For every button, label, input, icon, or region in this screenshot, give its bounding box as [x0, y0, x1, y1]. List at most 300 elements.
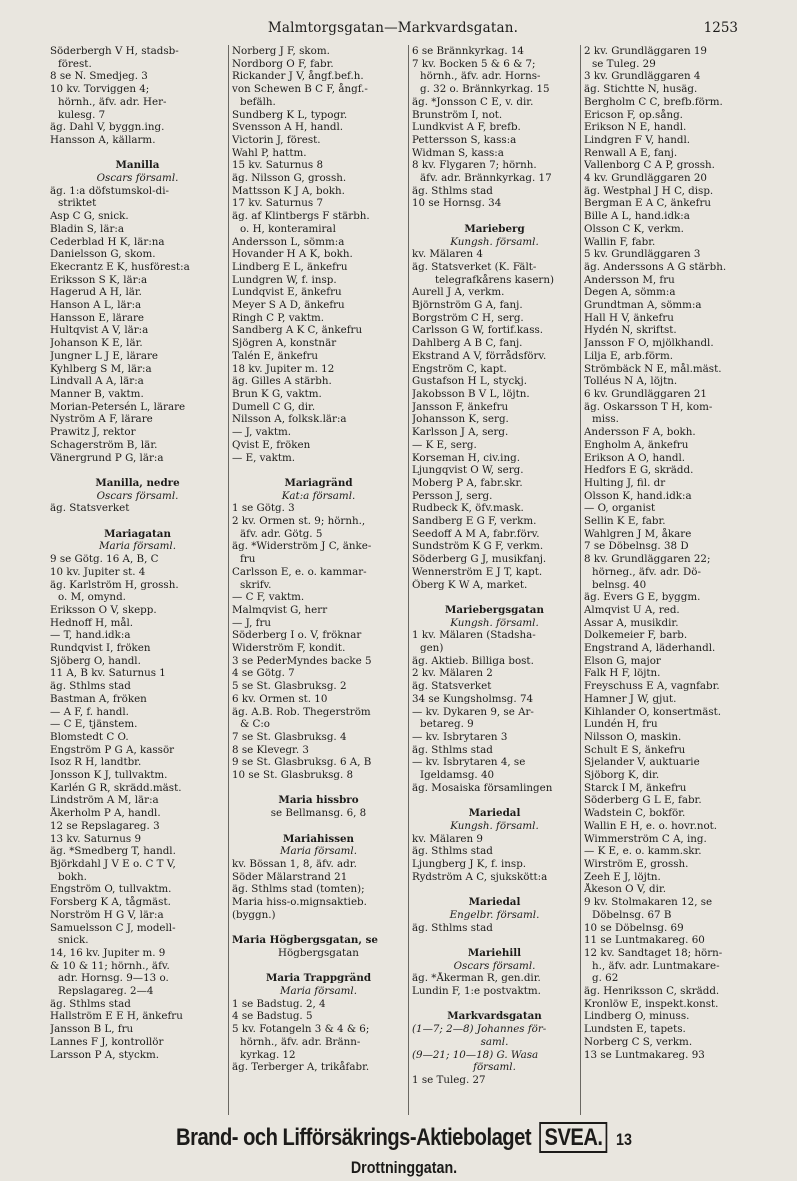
entry-line: Karlén G R, skrädd.mäst.	[50, 781, 182, 794]
entry-line: Söder Mälarstrand 21	[232, 870, 348, 883]
entry-line: — T, hand.idk:a	[50, 629, 131, 642]
entry-line: — E, vaktm.	[232, 451, 296, 464]
entry-line: Söderberg I o. V, fröknar	[232, 629, 362, 642]
entry-line: äg. Aktieb. Billiga bost.	[412, 654, 534, 667]
entry-line: 4 se Götg. 7	[232, 667, 295, 680]
entry-line: Lundsten E, tapets.	[584, 1023, 686, 1036]
entry-line: 10 se Hornsg. 34	[412, 197, 502, 210]
entry-line: (byggn.)	[232, 908, 276, 921]
advert-company: Brand- och Lifförsäkrings-Aktiebolaget	[176, 1124, 532, 1151]
entry-line: Engström O, tullvaktm.	[50, 883, 172, 896]
entry-line: — C E, tjänstem.	[50, 718, 138, 731]
page-number: 1253	[703, 20, 738, 36]
entry-line: Maria församl.	[280, 845, 357, 858]
entry-line: Engelbr. församl.	[449, 908, 540, 921]
entry-line: — C F, vaktm.	[232, 591, 305, 604]
entry-line: Rickander J V, ångf.bef.h.	[232, 70, 364, 83]
directory-columns	[50, 45, 740, 1115]
entry-line: äg. Statsverket	[50, 502, 130, 515]
column-2	[228, 45, 408, 1115]
entry-line: Ekecrantz E K, husförest:a	[50, 260, 190, 273]
entry-line: Ljungberg J K, f. insp.	[412, 858, 527, 870]
entry-line: 13 kv. Saturnus 9	[50, 832, 142, 845]
entry-line: Wallin F, fabr.	[584, 235, 656, 248]
entry-line: 2 kv. Ormen st. 9; hörnh.,	[232, 515, 366, 528]
entry-line: 7 kv. Bocken 5 & 6 & 7;	[412, 57, 536, 70]
entry-line: äg. Sthlms stad	[412, 743, 493, 756]
entry-line: Hydén N, skriftst.	[584, 324, 677, 337]
entry-line: Johanson K E, lär.	[50, 337, 143, 350]
entry-line: Sandberg A K C, änkefru	[232, 324, 363, 337]
entry-line: Maria Trappgränd	[265, 972, 372, 985]
entry-line: adr. Hornsg. 9—13 o.	[58, 972, 169, 985]
entry-line: 12 kv. Sandtaget 18; hörn-	[584, 946, 723, 959]
entry-line: Vänergrund P G, lär:a	[50, 451, 164, 464]
entry-line: 9 kv. Stolmakaren 12, se	[584, 896, 713, 909]
entry-line: Maria hiss-o.mignsaktieb.	[232, 896, 367, 909]
entry-line: Sundberg K L, typogr.	[232, 108, 348, 121]
entry-line: Igeldamsg. 40	[420, 769, 495, 782]
entry-line: Meyer S A D, änkefru	[232, 299, 345, 312]
entry-line: Wennerström E J T, kapt.	[412, 565, 543, 578]
entry-line: von Schewen B C F, ångf.-	[232, 83, 368, 96]
entry-line: äg. Oskarsson T H, kom-	[584, 400, 713, 413]
entry-line: Rudbeck K, öfv.mask.	[412, 502, 524, 515]
entry-line: Forsberg K A, tågmäst.	[50, 896, 171, 909]
entry-line: Jakobsson B V L, löjtn.	[412, 387, 530, 400]
entry-line: Repslagareg. 2—4	[58, 985, 154, 998]
entry-line: Lundqvist E, änkefru	[232, 286, 342, 299]
entry-line: Hallström E E H, änkefru	[50, 1010, 183, 1023]
entry-line: fru	[240, 553, 256, 566]
entry-line: 5 se St. Glasbruksg. 2	[232, 680, 347, 693]
entry-line: Prawitz J, rektor	[50, 426, 136, 439]
entry-line: Maria församl.	[280, 985, 357, 998]
entry-line: Jungner L J E, lärare	[50, 349, 158, 362]
entry-line	[412, 794, 577, 807]
entry-line: — O, organist	[584, 502, 656, 515]
entry-line: äfv. adr. Götg. 5	[240, 527, 323, 540]
entry-line	[232, 922, 405, 935]
entry-line: äg. Anderssons A G stärbh.	[584, 260, 727, 273]
entry-line: Lundin F, 1:e postvaktm.	[412, 985, 541, 998]
page-title: Malmtorgsgatan—Markvardsgatan.	[267, 20, 519, 36]
entry-line: äfv. adr. Brännkyrkag. 17	[420, 172, 552, 185]
entry-line: Schagerström B, lär.	[50, 438, 158, 451]
entry-line: Engstrand A, läderhandl.	[584, 642, 716, 655]
entry-line: Oscars församl.	[96, 489, 179, 502]
entry-line: Kat:a församl.	[281, 489, 356, 502]
entry-line: Schult E S, änkefru	[584, 743, 686, 756]
entry-line: 3 kv. Grundläggaren 4	[584, 70, 701, 83]
entry-line: Hansson E, lärare	[50, 311, 144, 324]
entry-line	[50, 464, 225, 477]
entry-line: Nilsson A, folksk.lär:a	[232, 413, 347, 426]
entry-line: Karlsson J A, serg.	[412, 426, 509, 439]
entry-line: Hansson A, källarm.	[50, 133, 156, 146]
entry-line: Danielsson G, skom.	[50, 248, 156, 261]
entry-line: Lindgren F V, handl.	[584, 133, 691, 146]
entry-line: Engström C, kapt.	[412, 362, 507, 375]
entry-line: äg. Dahl V, byggn.ing.	[50, 121, 165, 134]
entry-line: striktet	[58, 197, 97, 210]
entry-line: telegrafkårens kasern)	[435, 273, 554, 286]
entry-line: Wirström E, grossh.	[584, 858, 689, 870]
entry-line: Asp C G, snick.	[50, 210, 129, 223]
entry-line: Carlsson E, e. o. kammar-	[232, 565, 367, 578]
entry-line: 8 kv. Grundläggaren 22;	[584, 553, 711, 566]
entry-line: Maria Högbergsgatan, se	[232, 934, 378, 947]
entry-line: Bastman A, fröken	[50, 692, 147, 705]
entry-line: — J, vaktm.	[232, 426, 292, 439]
entry-line: äg. Sthlms stad	[412, 921, 493, 934]
entry-line: äg. Terberger A, trikåfabr.	[232, 1061, 370, 1074]
entry-line: äg. Statsverket	[412, 680, 492, 693]
entry-line: Mariagränd	[284, 476, 353, 489]
entry-line: & C:o	[240, 718, 270, 731]
entry-line: Hanson A L, lär:a	[50, 299, 142, 312]
entry-line: hörneg., äfv. adr. Dö-	[592, 565, 701, 578]
entry-line	[412, 934, 577, 947]
entry-line: skrifv.	[240, 578, 272, 591]
entry-line: äg. Sthlms stad (tomten);	[232, 883, 365, 896]
entry-line: Vallenborg C A P, grossh.	[584, 159, 715, 172]
entry-line: äg. Stichtte N, husäg.	[584, 83, 698, 96]
entry-line: Almqvist U A, red.	[584, 603, 680, 616]
entry-line: äg. Sthlms stad	[50, 997, 131, 1010]
entry-line: kyrkag. 12	[240, 1048, 296, 1061]
entry-line: Borgström C H, serg.	[412, 311, 524, 324]
entry-line: Sjöborg K, dir.	[584, 769, 660, 782]
entry-line: Döbelnsg. 67 B	[592, 908, 672, 921]
entry-line	[50, 147, 225, 160]
entry-line: äg. Mosaiska församlingen	[412, 781, 553, 794]
entry-line: äg. *Åkerman R, gen.dir.	[412, 972, 541, 985]
entry-line: — K E, serg.	[412, 438, 477, 451]
entry-line: Manner B, vaktm.	[50, 387, 144, 400]
entry-line	[412, 998, 577, 1011]
entry-line: Maria hissbro	[278, 794, 359, 807]
entry-line: Hultqvist A V, lär:a	[50, 324, 149, 337]
entry-line: Björnström G A, fanj.	[412, 299, 523, 312]
entry-line: miss.	[592, 413, 619, 426]
entry-line	[412, 591, 577, 604]
entry-line: Wahl P, hattm.	[232, 146, 307, 159]
entry-line: 10 se Döbelnsg. 69	[584, 921, 684, 934]
entry-line: Moberg P A, fabr.skr.	[412, 476, 523, 489]
entry-line: Olsson C K, verkm.	[584, 222, 684, 235]
entry-line: Erikson N E, handl.	[584, 121, 687, 134]
entry-line: bokh.	[58, 870, 87, 883]
entry-line: Grundtman A, sömm:a	[584, 299, 702, 312]
entry-line: Jansson F O, mjölkhandl.	[584, 337, 714, 350]
entry-line: Manilla	[115, 159, 160, 172]
entry-line: Mariehill	[467, 946, 522, 959]
entry-line: Lindvall A A, lär:a	[50, 375, 144, 388]
entry-line: Morian-Petersén L, lärare	[50, 400, 186, 413]
entry-line: Svensson A H, handl.	[232, 121, 344, 134]
entry-line: 10 kv. Torviggen 4;	[50, 83, 150, 96]
entry-line: församl.	[473, 1061, 516, 1074]
entry-line: äg. Sthlms stad	[50, 680, 131, 693]
entry-line: äg. *Smedberg T, handl.	[50, 845, 176, 858]
entry-line: Söderberg G L E, fabr.	[584, 794, 702, 807]
entry-line: Björkdahl J V E o. C T V,	[50, 858, 176, 870]
entry-line: Hedfors E G, skrädd.	[584, 464, 694, 477]
entry-line: Lilja E, arb.förm.	[584, 349, 673, 362]
entry-line: Renwall A E, fanj.	[584, 146, 678, 159]
entry-line: Andersson F A, bokh.	[584, 426, 696, 439]
entry-line: Jonsson K J, tullvaktm.	[50, 769, 168, 782]
entry-line: Wahlgren J M, åkare	[584, 527, 692, 540]
entry-line: Johansson K, serg.	[412, 413, 509, 426]
entry-line: Lundgren W, f. insp.	[232, 273, 337, 286]
entry-line: Malmqvist G, herr	[232, 603, 328, 616]
entry-line: Brunström I, not.	[412, 108, 503, 121]
entry-line	[232, 464, 405, 477]
entry-line: äg. A.B. Rob. Thegerström	[232, 705, 371, 718]
entry-line: Kronlöw E, inspekt.konst.	[584, 997, 719, 1010]
entry-line: Larsson P A, styckm.	[50, 1048, 160, 1061]
entry-line: Strömbäck N E, mål.mäst.	[584, 362, 722, 375]
entry-line: 2 kv. Grundläggaren 19	[584, 45, 707, 57]
entry-line: 6 kv. Ormen st. 10	[232, 692, 328, 705]
entry-line: Bergholm C C, brefb.förm.	[584, 95, 723, 108]
entry-line: Andersson M, fru	[584, 273, 675, 286]
entry-line: belnsg. 40	[592, 578, 647, 591]
entry-line: & 10 & 11; hörnh., äfv.	[50, 959, 170, 972]
entry-line: Lindberg O, minuss.	[584, 1010, 690, 1023]
entry-line: Korseman H, civ.ing.	[412, 451, 520, 464]
entry-line: Zeeh E J, löjtn.	[584, 870, 661, 883]
entry-line: äg. af Klintbergs F stärbh.	[232, 210, 370, 223]
entry-line: Söderberg G J, musikfanj.	[412, 553, 547, 566]
entry-line: snick.	[58, 934, 89, 947]
entry-line: Lannes F J, kontrollör	[50, 1035, 164, 1048]
entry-line: äg. Westphal J H C, disp.	[584, 184, 714, 197]
entry-line	[50, 515, 225, 528]
entry-line: 18 kv. Jupiter m. 12	[232, 362, 335, 375]
entry-line: Falk H F, löjtn.	[584, 667, 661, 680]
entry-line: kulesg. 7	[58, 108, 106, 121]
entry-line: Kungsh. församl.	[450, 235, 539, 248]
entry-line: Lindberg E L, änkefru	[232, 260, 348, 273]
entry-line: 5 kv. Grundläggaren 3	[584, 248, 701, 261]
entry-line: Oscars församl.	[453, 959, 536, 972]
entry-line: — kv. Isbrytaren 3	[412, 730, 508, 743]
entry-line: Mariedal	[468, 896, 521, 909]
entry-line: Bladin S, lär:a	[50, 222, 124, 235]
entry-line: Eriksson O V, skepp.	[50, 603, 157, 616]
entry-line: 1 se Badstug. 2, 4	[232, 997, 326, 1010]
entry-line: Maria församl.	[99, 540, 176, 553]
entry-line: — J, fru	[232, 616, 272, 629]
entry-line: Rundqvist I, fröken	[50, 642, 151, 655]
entry-line: 13 se Luntmakareg. 93	[584, 1048, 705, 1061]
entry-line: Andersson L, sömm:a	[232, 235, 345, 248]
entry-line: kv. Mälaren 9	[412, 832, 483, 845]
entry-line: 7 se Döbelnsg. 38 D	[584, 540, 689, 553]
entry-line: saml.	[480, 1035, 509, 1048]
entry-line: Markvardsgatan	[447, 1010, 542, 1023]
entry-line: Carlsson G W, fortif.kass.	[412, 324, 544, 337]
entry-line: Eriksson S K, lär:a	[50, 273, 148, 286]
entry-line	[232, 960, 405, 973]
entry-line: äg. Nilsson G, grossh.	[232, 172, 347, 185]
entry-line: 10 se St. Glasbruksg. 8	[232, 769, 354, 782]
entry-line: — kv. Dykaren 9, se Ar-	[412, 705, 534, 718]
advert-address: 13 Drottninggatan.	[350, 1130, 632, 1177]
entry-line: 4 se Badstug. 5	[232, 1010, 313, 1023]
advert-brand: SVEA.	[540, 1122, 608, 1153]
entry-line: Widman S, kass:a	[412, 146, 504, 159]
entry-line: o. H, konteramiral	[240, 222, 336, 235]
entry-line: Degen A, sömm:a	[584, 286, 676, 299]
entry-line: Gustafson H L, styckj.	[412, 375, 527, 388]
entry-line: Bergman E A C, änkefru	[584, 197, 712, 210]
entry-line: Sjöberg O, handl.	[50, 654, 141, 667]
advertisement-banner	[127, 1124, 681, 1177]
entry-line: Hovander H A K, bokh.	[232, 248, 353, 261]
entry-line: Ljungqvist O W, serg.	[412, 464, 524, 477]
entry-line: Cederblad H K, lär:na	[50, 235, 165, 248]
entry-line: Elson G, major	[584, 654, 661, 667]
entry-line: h., äfv. adr. Luntmakare-	[592, 959, 720, 972]
entry-line: Sundström K G F, verkm.	[412, 540, 544, 553]
entry-line: 3 se PederMyndes backe 5	[232, 654, 372, 667]
entry-line: Dumell C G, dir.	[232, 400, 316, 413]
entry-line	[412, 883, 577, 896]
entry-line: Oscars församl.	[96, 172, 179, 185]
entry-line: Victorin J, förest.	[232, 133, 321, 146]
entry-line: Freyschuss E A, vagnfabr.	[584, 680, 720, 693]
entry-line: Olsson K, hand.idk:a	[584, 489, 692, 502]
column-3	[408, 45, 580, 1115]
entry-line: Wadstein C, bokför.	[584, 807, 686, 820]
entry-line: Isoz R H, landtbr.	[50, 756, 142, 769]
entry-line: Öberg K W A, market.	[412, 578, 528, 591]
entry-line	[412, 210, 577, 223]
entry-line: 34 se Kungsholmsg. 74	[412, 692, 534, 705]
entry-line: se Bellmansg. 6, 8	[270, 807, 367, 820]
entry-line: o. M, omynd.	[58, 591, 126, 604]
entry-line: — A F, f. handl.	[50, 705, 129, 718]
entry-line: Lundén H, fru	[584, 718, 658, 731]
entry-line: Sandberg E G F, verkm.	[412, 515, 537, 528]
entry-line: Starck I M, änkefru	[584, 781, 687, 794]
entry-line: Mariedal	[468, 807, 521, 820]
entry-line: äg. Sthlms stad	[412, 184, 493, 197]
entry-line: Erikson A O, handl.	[584, 451, 686, 464]
entry-line: Wimmerström C A, ing.	[584, 832, 707, 845]
entry-line: Bille A L, hand.idk:a	[584, 210, 690, 223]
entry-line: Mariagatan	[104, 527, 171, 540]
entry-line: Lindström A M, lär:a	[50, 794, 159, 807]
entry-line: Ericson F, op.sång.	[584, 108, 683, 121]
entry-line: 12 se Repslagareg. 3	[50, 819, 160, 832]
entry-line: 8 kv. Flygaren 7; hörnh.	[412, 159, 537, 172]
entry-line: Pettersson S, kass:a	[412, 133, 517, 146]
entry-line: befälh.	[240, 95, 276, 108]
entry-line: Lundkvist A F, brefb.	[412, 121, 521, 134]
entry-line: Högbergsgatan	[278, 946, 359, 959]
entry-line: Norberg C S, verkm.	[584, 1035, 693, 1048]
entry-line: Kungsh. församl.	[450, 819, 539, 832]
entry-line: 11 A, B kv. Saturnus 1	[50, 667, 166, 680]
entry-line: Brun K G, vaktm.	[232, 387, 322, 400]
entry-line: Kihlander O, konsertmäst.	[584, 705, 722, 718]
entry-line	[232, 820, 405, 833]
column-4	[580, 45, 740, 1115]
entry-line: Sellin K E, fabr.	[584, 515, 666, 528]
entry-line: äg. *Widerström J C, änke-	[232, 540, 372, 553]
entry-line: äg. Evers G E, byggm.	[584, 591, 701, 604]
entry-line: Hall H V, änkefru	[584, 311, 674, 324]
entry-line: — kv. Isbrytaren 4, se	[412, 756, 526, 769]
entry-line: Engström P G A, kassör	[50, 743, 175, 756]
page-header	[48, 20, 738, 42]
entry-line: 6 kv. Grundläggaren 21	[584, 387, 707, 400]
entry-line: 17 kv. Saturnus 7	[232, 197, 324, 210]
entry-line: (1—7; 2—8) Johannes för-	[412, 1023, 547, 1036]
entry-line: kv. Bössan 1, 8, äfv. adr.	[232, 858, 357, 870]
entry-line: äg. Gilles A stärbh.	[232, 375, 332, 388]
entry-line: 2 kv. Mälaren 2	[412, 667, 493, 680]
entry-line: Söderbergh V H, stadsb-	[50, 45, 179, 57]
entry-line: Tolléus N A, löjtn.	[584, 375, 678, 388]
entry-line: förest.	[58, 57, 92, 70]
entry-line: Wallin E H, e. o. hovr.not.	[584, 819, 718, 832]
entry-line: Ekstrand A V, förrådsförv.	[412, 349, 547, 362]
entry-line: Hamner J W, gjut.	[584, 692, 677, 705]
entry-line: 9 se St. Glasbruksg. 6 A, B	[232, 756, 372, 769]
entry-line: Qvist E, fröken	[232, 438, 311, 451]
entry-line: 8 se N. Smedjeg. 3	[50, 70, 148, 83]
entry-line: gen)	[420, 642, 444, 655]
entry-line: hörnh., äfv. adr. Bränn-	[240, 1035, 361, 1048]
entry-line: Engholm A, änkefru	[584, 438, 689, 451]
entry-line: 5 kv. Fotangeln 3 & 4 & 6;	[232, 1023, 370, 1036]
entry-line: äg. 1:a döfstumskol-di-	[50, 184, 169, 197]
entry-line: Nordborg O F, fabr.	[232, 57, 334, 70]
entry-line: Talén E, änkefru	[232, 349, 319, 362]
entry-line: 1 kv. Mälaren (Stadsha-	[412, 629, 536, 642]
entry-line: Hednoff H, mål.	[50, 616, 134, 629]
entry-line: Blomstedt C O.	[50, 730, 129, 743]
entry-line: (9—21; 10—18) G. Wasa	[412, 1048, 539, 1061]
entry-line: betareg. 9	[420, 718, 474, 731]
entry-line: Persson J, serg.	[412, 489, 493, 502]
entry-line: Seedoff A M A, fabr.förv.	[412, 527, 540, 540]
entry-line: äg. Statsverket (K. Fält-	[412, 260, 537, 273]
entry-line: Kungsh. församl.	[450, 616, 539, 629]
entry-line: Jansson B L, fru	[50, 1023, 134, 1036]
entry-line: Sjögren A, konstnär	[232, 337, 337, 350]
entry-line: Aurell J A, verkm.	[412, 286, 505, 299]
entry-line: Kyhlberg S M, lär:a	[50, 362, 152, 375]
entry-line: Widerström F, kondit.	[232, 642, 346, 655]
entry-line: Åkerholm P A, handl.	[50, 807, 161, 820]
entry-line: Mariebergsgatan	[445, 603, 544, 616]
entry-line: Hagerud A H, lär.	[50, 286, 142, 299]
entry-line: Mariahissen	[282, 832, 355, 845]
entry-line: äg. Karlström H, grossh.	[50, 578, 179, 591]
entry-line: Dolkemeier F, barb.	[584, 629, 688, 642]
entry-line: 1 se Götg. 3	[232, 502, 295, 515]
column-1	[50, 45, 228, 1115]
entry-line: Manilla, nedre	[95, 476, 180, 489]
entry-line: Norström H G V, lär:a	[50, 908, 164, 921]
